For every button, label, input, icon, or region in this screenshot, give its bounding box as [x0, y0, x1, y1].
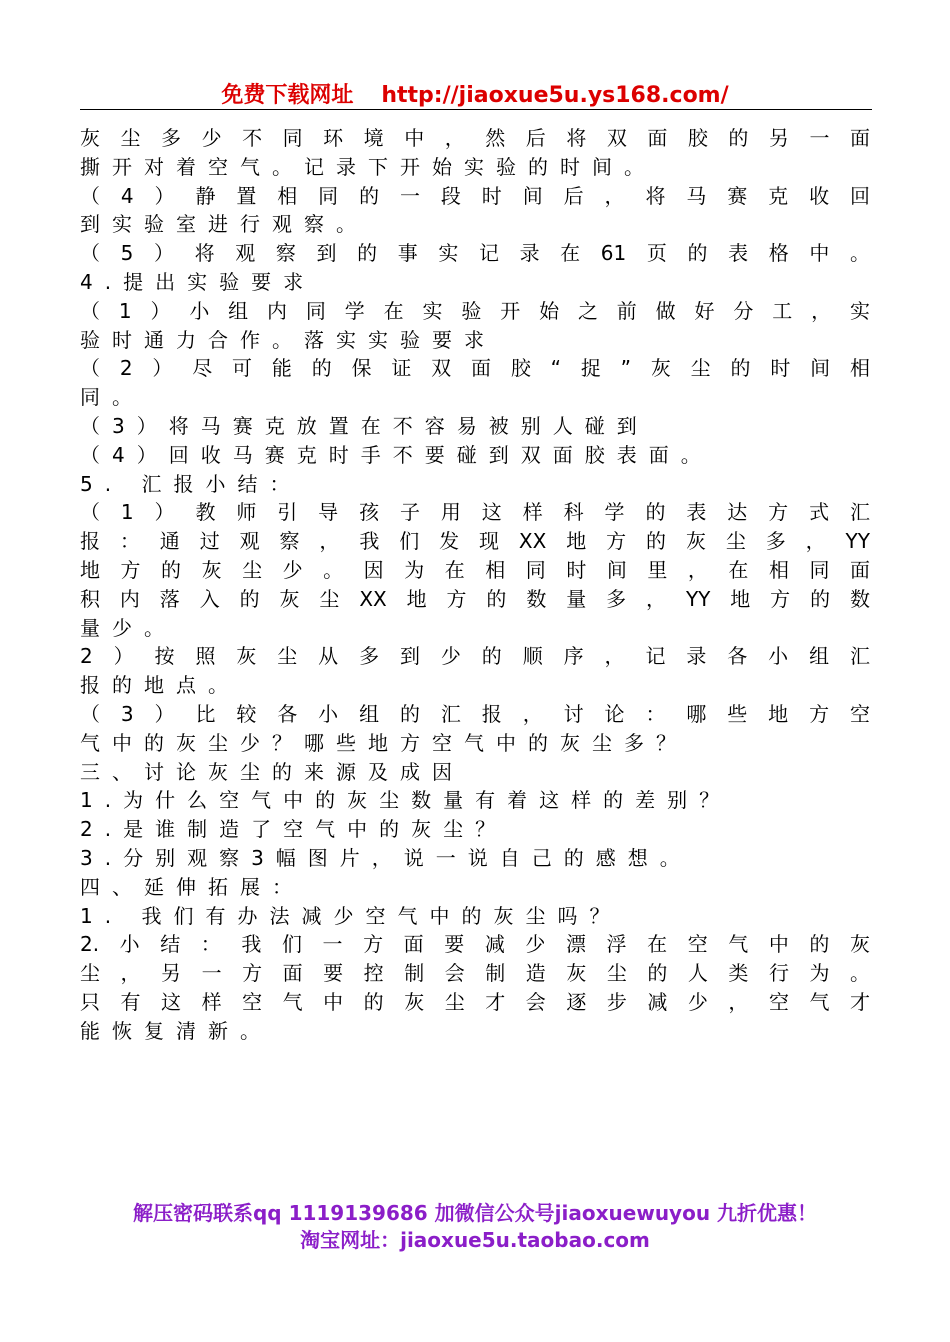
- text-line: （3）比较各小组的汇报，讨论：哪些地方空: [80, 701, 870, 726]
- text-line: （4）回收马赛克时手不要碰到双面胶表面。: [80, 442, 713, 467]
- text-line: 地方的灰尘少。因为在相同时间里，在相同面: [80, 557, 870, 582]
- text-line: 2.是谁制造了空气中的灰尘？: [80, 817, 508, 842]
- text-line: （3）将马赛克放置在不容易被别人碰到: [80, 413, 649, 438]
- text-line: 尘，另一方面要控制会制造灰尘的人类行为。: [80, 961, 870, 986]
- text-line: 能恢复清新。: [80, 1018, 272, 1043]
- text-line: 撕开对着空气。记录下开始实验的时间。: [80, 154, 656, 179]
- text-line: 只有这样空气中的灰尘才会逐步减少，空气才: [80, 989, 870, 1014]
- text-line: 4.提出实验要求: [80, 269, 316, 294]
- text-line: （5）将观察到的事实记录在61页的表格中。: [80, 241, 870, 266]
- text-line: 5. 汇报小结：: [80, 471, 302, 496]
- text-line: （2）尽可能的保证双面胶“捉”灰尘的时间相: [80, 356, 870, 381]
- text-line: 报的地点。: [80, 673, 240, 698]
- text-line: 3.分别观察3幅图片，说一说自己的感想。: [80, 845, 692, 870]
- text-line: 三、讨论灰尘的来源及成因: [80, 759, 464, 784]
- footer-contact: 解压密码联系qq 1119139686 加微信公众号jiaoxuewuyou 九折优惠！: [132, 1201, 818, 1225]
- header-url[interactable]: http://jiaoxue5u.ys168.com/: [381, 83, 729, 108]
- text-line: （1）小组内同学在实验开始之前做好分工，实: [80, 298, 870, 323]
- text-line: 1.为什么空气中的灰尘数量有着这样的差别？: [80, 788, 732, 813]
- header-divider: [80, 109, 872, 110]
- header-label: 免费下载网址: [221, 83, 354, 108]
- text-line: 气中的灰尘少？哪些地方空气中的灰尘多？: [80, 730, 688, 755]
- page-header: [0, 78, 950, 109]
- document-body: [80, 124, 870, 1046]
- text-line: 2.小结：我们一方面要减少漂浮在空气中的灰: [80, 932, 870, 957]
- text-line: （1）教师引导孩子用这样科学的表达方式汇: [80, 500, 870, 525]
- text-line: 同。: [80, 385, 144, 410]
- text-line: 量少。: [80, 615, 176, 640]
- text-line: 灰尘多少不同环境中，然后将双面胶的另一面: [80, 126, 870, 150]
- text-line: 2）按照灰尘从多到少的顺序，记录各小组汇: [80, 644, 870, 669]
- text-line: 报：通过观察，我们发现XX地方的灰尘多，YY: [80, 529, 870, 554]
- text-line: 积内落入的灰尘XX地方的数量多，YY地方的数: [80, 586, 870, 611]
- text-line: 1. 我们有办法减少空气中的灰尘吗？: [80, 903, 622, 928]
- text-line: （4）静置相同的一段时间后，将马赛克收回: [80, 183, 870, 208]
- text-line: 验时通力合作。落实实验要求: [80, 327, 496, 352]
- footer-taobao-link[interactable]: 淘宝网址：jiaoxue5u.taobao.com: [300, 1228, 650, 1252]
- text-line: 到实验室进行观察。: [80, 212, 368, 237]
- text-line: 四、延伸拓展：: [80, 874, 304, 899]
